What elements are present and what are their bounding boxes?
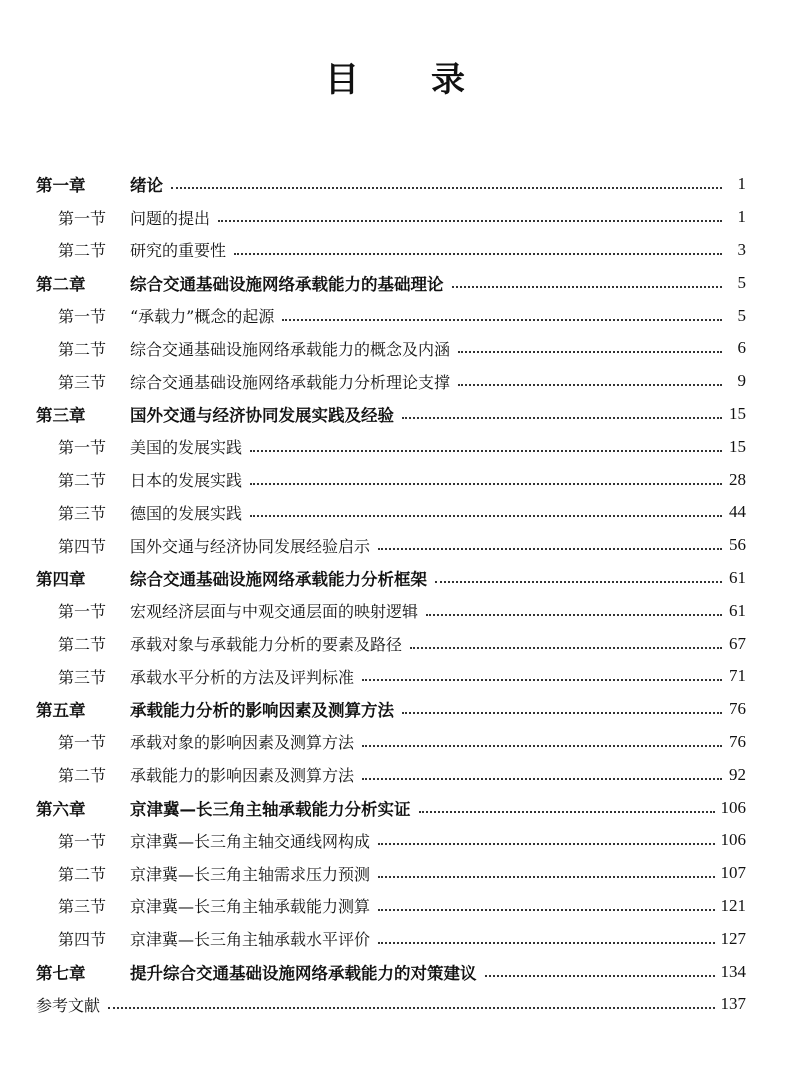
- toc-entry-chapter[interactable]: [36, 168, 746, 201]
- dot-leader: [378, 843, 714, 845]
- toc-entry-chapter[interactable]: [36, 266, 746, 299]
- entry-page-number: 5: [737, 272, 746, 292]
- page-title: [0, 52, 790, 101]
- dot-leader: [410, 647, 722, 649]
- toc-entry-section[interactable]: [36, 529, 746, 562]
- entry-title: 宏观经济层面与中观交通层面的映射逻辑: [130, 602, 419, 622]
- entry-title: 京津冀—长三角主轴承载能力测算: [130, 897, 371, 917]
- dot-leader: [402, 417, 722, 419]
- entry-page-number: 6: [737, 338, 746, 358]
- entry-number: 第二节: [58, 241, 107, 261]
- entry-page-number: 61: [729, 567, 746, 587]
- entry-number: 第四节: [58, 930, 107, 950]
- entry-page-number: 127: [720, 928, 746, 948]
- entry-page-number: 1: [737, 207, 746, 227]
- title-char-1: 目: [325, 60, 359, 100]
- dot-leader: [378, 548, 722, 550]
- entry-number: 第三节: [58, 372, 107, 392]
- entry-title: 综合交通基础设施网络承载能力分析理论支撑: [130, 372, 451, 392]
- dot-leader: [378, 876, 714, 878]
- entry-page-number: 3: [737, 239, 746, 259]
- toc-entry-chapter[interactable]: [36, 693, 746, 726]
- entry-title: 国外交通与经济协同发展实践及经验: [130, 405, 394, 425]
- entry-page-number: 107: [720, 863, 746, 883]
- entry-page-number: 134: [720, 961, 746, 981]
- toc-entry-chapter[interactable]: [36, 562, 746, 595]
- toc-entry-section[interactable]: [36, 463, 746, 496]
- entry-title: 京津冀—长三角主轴承载水平评价: [130, 930, 371, 950]
- toc-entry-chapter[interactable]: [36, 398, 746, 431]
- toc-entry-section[interactable]: [36, 332, 746, 365]
- toc-entry-section[interactable]: [36, 726, 746, 759]
- entry-page-number: 61: [729, 600, 746, 620]
- dot-leader: [108, 1007, 714, 1009]
- entry-number: 第一节: [58, 602, 107, 622]
- entry-number: 第一节: [58, 831, 107, 851]
- entry-number: 第四节: [58, 536, 107, 556]
- entry-number: 第一节: [58, 307, 107, 327]
- dot-leader: [485, 975, 715, 977]
- toc-entry-section[interactable]: [36, 824, 746, 857]
- entry-title: 研究的重要性: [130, 241, 227, 261]
- entry-page-number: 5: [737, 305, 746, 325]
- entry-title: 综合交通基础设施网络承载能力的基础理论: [130, 274, 444, 294]
- title-char-2: 录: [431, 60, 465, 100]
- entry-title: 国外交通与经济协同发展经验启示: [130, 536, 371, 556]
- entry-page-number: 121: [720, 895, 746, 915]
- entry-number: 第一节: [58, 438, 107, 458]
- dot-leader: [419, 811, 715, 813]
- toc-entry-section[interactable]: [36, 430, 746, 463]
- toc-entry-chapter[interactable]: [36, 955, 746, 988]
- entry-page-number: 71: [729, 666, 746, 686]
- toc-entry-section[interactable]: [36, 201, 746, 234]
- toc-entry-section[interactable]: [36, 660, 746, 693]
- toc-entry-section[interactable]: [36, 365, 746, 398]
- entry-title: 参考文献: [36, 995, 101, 1015]
- entry-title: 美国的发展实践: [130, 438, 243, 458]
- entry-number: 第二节: [58, 471, 107, 491]
- entry-title: 承载水平分析的方法及评判标准: [130, 667, 355, 687]
- toc-entry-section[interactable]: [36, 857, 746, 890]
- entry-number: 第二节: [58, 864, 107, 884]
- entry-title: 绪论: [130, 176, 163, 196]
- entry-number: 第一节: [58, 733, 107, 753]
- entry-number: 第二节: [58, 339, 107, 359]
- dot-leader: [362, 778, 722, 780]
- entry-page-number: 28: [729, 469, 746, 489]
- dot-leader: [435, 581, 722, 583]
- entry-page-number: 137: [720, 994, 746, 1014]
- dot-leader: [402, 712, 722, 714]
- toc-entry-section[interactable]: [36, 922, 746, 955]
- entry-page-number: 76: [729, 731, 746, 751]
- toc-entry-section[interactable]: [36, 594, 746, 627]
- dot-leader: [234, 253, 722, 255]
- entry-page-number: 56: [729, 535, 746, 555]
- entry-page-number: 92: [729, 764, 746, 784]
- entry-title: 问题的提出: [130, 208, 211, 228]
- toc-entry-section[interactable]: [36, 234, 746, 267]
- dot-leader: [458, 384, 722, 386]
- entry-page-number: 106: [720, 830, 746, 850]
- entry-title: 综合交通基础设施网络承载能力分析框架: [130, 569, 427, 589]
- entry-title: 承载能力分析的影响因素及测算方法: [130, 701, 394, 721]
- dot-leader: [362, 745, 722, 747]
- toc-entry-section[interactable]: [36, 299, 746, 332]
- toc-entry-section[interactable]: [36, 758, 746, 791]
- dot-leader: [378, 942, 714, 944]
- entry-number: 第三节: [58, 667, 107, 687]
- entry-page-number: 15: [729, 403, 746, 423]
- entry-title: “承载力”概念的起源: [130, 307, 275, 327]
- entry-page-number: 9: [737, 371, 746, 391]
- entry-title: 综合交通基础设施网络承载能力的概念及内涵: [130, 339, 451, 359]
- entry-number: 第二节: [58, 766, 107, 786]
- entry-number: 第五章: [36, 701, 86, 721]
- toc-entry-ref[interactable]: [36, 988, 746, 1021]
- entry-number: 第四章: [36, 569, 86, 589]
- entry-number: 第三节: [58, 897, 107, 917]
- entry-title: 承载对象与承载能力分析的要素及路径: [130, 635, 403, 655]
- dot-leader: [452, 286, 723, 288]
- entry-page-number: 106: [720, 797, 746, 817]
- entry-number: 第二章: [36, 274, 86, 294]
- entry-title: 提升综合交通基础设施网络承载能力的对策建议: [130, 963, 477, 983]
- dot-leader: [362, 679, 722, 681]
- entry-number: 第一节: [58, 208, 107, 228]
- entry-page-number: 76: [729, 699, 746, 719]
- entry-title: 承载能力的影响因素及测算方法: [130, 766, 355, 786]
- entry-title: 京津冀—长三角主轴需求压力预测: [130, 864, 371, 884]
- dot-leader: [250, 483, 722, 485]
- entry-title: 日本的发展实践: [130, 471, 243, 491]
- dot-leader: [378, 909, 714, 911]
- entry-number: 第六章: [36, 799, 86, 819]
- dot-leader: [218, 220, 722, 222]
- dot-leader: [250, 450, 722, 452]
- entry-page-number: 1: [737, 174, 746, 194]
- entry-page-number: 44: [729, 502, 746, 522]
- entry-page-number: 67: [729, 633, 746, 653]
- toc-entry-section[interactable]: [36, 890, 746, 923]
- table-of-contents: [36, 168, 746, 1021]
- entry-number: 第七章: [36, 963, 86, 983]
- entry-title: 承载对象的影响因素及测算方法: [130, 733, 355, 753]
- toc-entry-chapter[interactable]: [36, 791, 746, 824]
- entry-title: 京津冀—长三角主轴承载能力分析实证: [130, 799, 411, 819]
- dot-leader: [171, 187, 722, 189]
- entry-page-number: 15: [729, 436, 746, 456]
- dot-leader: [250, 515, 722, 517]
- entry-number: 第三章: [36, 405, 86, 425]
- entry-number: 第三节: [58, 503, 107, 523]
- entry-title: 京津冀—长三角主轴交通线网构成: [130, 831, 371, 851]
- dot-leader: [426, 614, 722, 616]
- toc-entry-section[interactable]: [36, 496, 746, 529]
- dot-leader: [282, 319, 722, 321]
- entry-title: 德国的发展实践: [130, 503, 243, 523]
- toc-entry-section[interactable]: [36, 627, 746, 660]
- entry-number: 第二节: [58, 635, 107, 655]
- dot-leader: [458, 351, 722, 353]
- entry-number: 第一章: [36, 176, 86, 196]
